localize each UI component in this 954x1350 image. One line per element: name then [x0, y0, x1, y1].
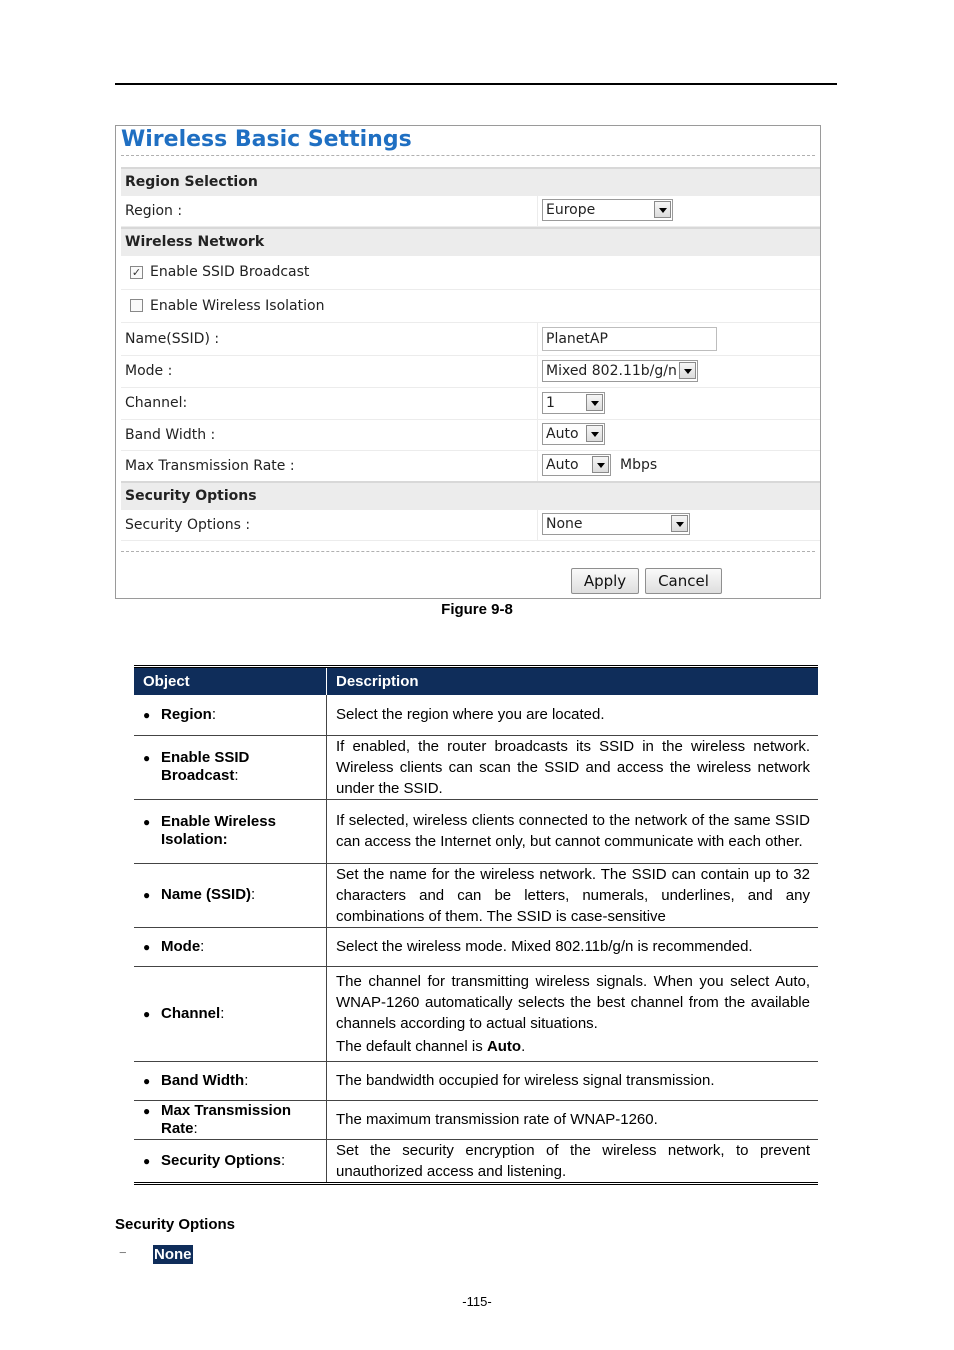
page-title: Wireless Basic Settings [121, 127, 412, 152]
table-row: ● Max Transmission Rate: The maximum transmission rate of WNAP-1260. [134, 1100, 818, 1139]
list-item-none: None [154, 1246, 192, 1263]
ssid-broadcast-row [121, 256, 820, 290]
section-heading: Security Options [115, 1216, 236, 1233]
object-name: Channel [161, 1004, 221, 1022]
security-label: Security Options : [125, 517, 251, 533]
footer-divider [121, 551, 815, 552]
object-name: Max Transmission Rate [161, 1101, 292, 1137]
isolation-label: Enable Wireless Isolation [150, 298, 325, 314]
bandwidth-row [121, 420, 820, 451]
object-name: Enable SSID Broadcast [161, 749, 250, 784]
chevron-down-icon [679, 362, 696, 379]
region-label: Region : [125, 203, 183, 219]
table-row: ● Enable SSID Broadcast: If enabled, the router broadcasts its SSID in the wireless network. Wireless clients can scan the SSID and access the wireless network under the SSID. [134, 735, 818, 799]
channel-row [121, 388, 820, 420]
title-divider [121, 155, 815, 156]
page-number: -115- [462, 1294, 492, 1309]
object-name: Name (SSID) [161, 886, 252, 903]
mode-row [121, 356, 820, 388]
description-cell: Set the security encryption of the wireless network, to prevent unauthorized access and listening. [327, 1139, 819, 1183]
security-select[interactable] [542, 513, 690, 535]
ssid-label: Name(SSID) : [125, 331, 220, 347]
description-cell: The maximum transmission rate of WNAP-1260. [327, 1100, 819, 1139]
description-cell [327, 966, 819, 1061]
max-rate-select-value: Auto [546, 457, 579, 473]
object-name: Security Options [161, 1151, 282, 1169]
object-name: Band Width [161, 1071, 245, 1089]
ssid-input[interactable]: PlanetAP [542, 327, 717, 351]
isolation-checkbox[interactable] [130, 299, 143, 312]
mode-select-value: Mixed 802.11b/g/n [546, 363, 677, 379]
ssid-row [121, 323, 820, 356]
object-name: Region [161, 705, 212, 723]
description-cell: Select the region where you are located. [327, 695, 819, 735]
description-cell: Set the name for the wireless network. The SSID can contain up to 32 characters and can be letters, numerals, underlines, and any combinations of them. The SSID is case-sensitive [327, 863, 819, 927]
table-row: ● Mode: Select the wireless mode. Mixed 802.11b/g/n is recommended. [134, 927, 818, 966]
header-object: Object [134, 667, 327, 696]
section-wireless-network: Wireless Network [121, 227, 820, 256]
max-rate-label: Max Transmission Rate : [125, 458, 295, 474]
channel-description: The channel for transmitting wireless signals. When you select Auto, WNAP-1260 automatically selects the best channel from the available channels according to actual situations. [336, 972, 810, 1032]
description-cell: Select the wireless mode. Mixed 802.11b/g/n is recommended. [327, 927, 819, 966]
region-select[interactable] [542, 199, 673, 221]
bandwidth-select-value: Auto [546, 426, 579, 442]
description-cell: If enabled, the router broadcasts its SSID in the wireless network. Wireless clients can scan the SSID and access the wireless network under the SSID. [327, 735, 819, 799]
ssid-broadcast-checkbox[interactable]: ✓ [131, 266, 142, 279]
description-cell: If selected, wireless clients connected to the network of the same SSID can access the Internet only, but cannot communicate with each other. [327, 799, 819, 863]
channel-select[interactable] [542, 392, 605, 414]
channel-select-value: 1 [546, 395, 555, 411]
figure-caption: Figure 9-8 [441, 601, 513, 618]
table-row: ● Name (SSID): Set the name for the wireless network. The SSID can contain up to 32 characters and can be letters, numerals, underlines, and any combinations of them. The SSID is case-sensitive [134, 863, 818, 927]
table-row: ● Band Width: The bandwidth occupied for wireless signal transmission. [134, 1061, 818, 1100]
description-table [134, 665, 818, 1185]
chevron-down-icon [671, 515, 688, 532]
mode-select[interactable] [542, 360, 698, 382]
bandwidth-label: Band Width : [125, 427, 216, 443]
table-row: ● Region: Select the region where you are located. [134, 695, 818, 735]
apply-button[interactable]: Apply [571, 568, 639, 594]
bandwidth-select[interactable] [542, 423, 605, 445]
security-select-value: None [546, 516, 583, 532]
section-security-options: Security Options [121, 481, 820, 510]
max-rate-unit: Mbps [620, 457, 658, 473]
chevron-down-icon [586, 425, 603, 442]
chevron-down-icon [654, 201, 671, 218]
header-rule [115, 83, 837, 85]
table-row: ● Enable Wireless Isolation: If selected, wireless clients connected to the network of the same SSID can access the Internet only, but cannot communicate with each other. [134, 799, 818, 863]
isolation-row [121, 290, 820, 323]
ssid-broadcast-label: Enable SSID Broadcast [150, 264, 310, 280]
region-select-value: Europe [546, 202, 596, 218]
description-cell: The bandwidth occupied for wireless signal transmission. [327, 1061, 819, 1100]
mode-label: Mode : [125, 363, 173, 379]
header-description: Description [327, 667, 819, 696]
channel-label: Channel: [125, 395, 188, 411]
chevron-down-icon [586, 394, 603, 411]
wireless-settings-screenshot [115, 125, 821, 599]
object-name: Mode [161, 937, 201, 955]
list-dash: − [119, 1245, 127, 1260]
channel-default-note: The default channel is Auto. [336, 1037, 526, 1055]
security-row [121, 510, 820, 541]
table-row: ● Security Options: Set the security encryption of the wireless network, to prevent unauthorized access and listening. [134, 1139, 818, 1183]
chevron-down-icon [592, 456, 609, 473]
object-name: Enable Wireless Isolation: [161, 813, 276, 848]
region-row [121, 196, 820, 227]
max-rate-row [121, 451, 820, 482]
cancel-button[interactable]: Cancel [645, 568, 722, 594]
section-region-selection: Region Selection [121, 167, 820, 196]
table-row: ● Channel: The channel for transmitting wireless signals. When you select Auto, WNAP-1260 automatically selects the best channel from the available channels according to actual situations. The default channel is Auto. [134, 966, 818, 1061]
max-rate-select[interactable] [542, 454, 611, 476]
